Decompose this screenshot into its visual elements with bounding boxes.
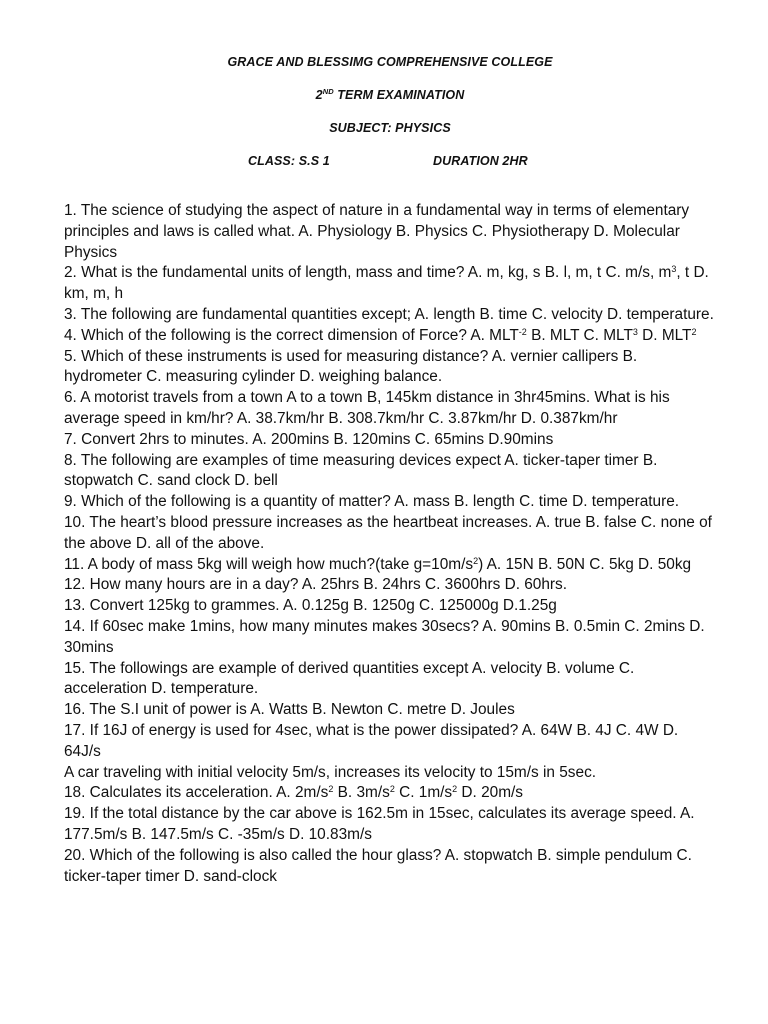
question-text: 18. Calculates its acceleration. A. 2m/s: [64, 784, 329, 802]
question-item: [64, 783, 714, 804]
question-item: [64, 513, 714, 555]
superscript: 2: [452, 784, 458, 795]
superscript: 3: [632, 326, 638, 337]
question-text: 10. The heart’s blood pressure increases as the heartbeat increases. A. true B. false C. none of the above D. all of the above.: [64, 513, 712, 552]
question-text: 9. Which of the following is a quantity of matter? A. mass B. length C. time D. temperature.: [64, 493, 680, 511]
subject-line: SUBJECT: PHYSICS: [329, 121, 451, 135]
question-text: 6. A motorist travels from a town A to a town B, 145km distance in 3hr45mins. What is his average speed in km/hr? A. 38.7km/hr B. 308.7km/hr C. 3.87km/hr D. 0.387km/hr: [64, 389, 670, 427]
exam-title: [6, 88, 768, 102]
superscript: 2: [691, 326, 697, 337]
question-item: [64, 659, 714, 701]
question-item: [64, 555, 714, 576]
question-text: A car traveling with initial velocity 5m/s, increases its velocity to 15m/s in 5sec.: [64, 763, 597, 781]
superscript: 2: [389, 784, 395, 795]
question-text: 4. Which of the following is the correct dimension of Force? A. MLT: [64, 326, 519, 344]
duration-label: DURATION 2HR: [433, 154, 528, 168]
question-item: [64, 492, 714, 513]
question-item: [64, 596, 714, 617]
question-text: B. MLT C. MLT: [526, 326, 633, 344]
question-text: 20. Which of the following is also called the hour glass? A. stopwatch B. simple pendulum C. ticker-taper timer D. sand-clock: [64, 846, 692, 885]
school-name: GRACE AND BLESSIMG COMPREHENSIVE COLLEGE: [227, 55, 553, 69]
class-label: CLASS: S.S 1: [248, 154, 330, 168]
question-item: [64, 617, 714, 659]
question-text: 13. Convert 125kg to grammes. A. 0.125g B. 1250g C. 125000g D.1.25g: [64, 597, 557, 615]
question-text: 7. Convert 2hrs to minutes. A. 200mins B. 120mins C. 65mins D.90mins: [64, 430, 554, 448]
superscript: 2: [328, 784, 334, 795]
superscript: 2: [473, 555, 479, 566]
question-text: 8. The following are examples of time measuring devices expect A. ticker-taper timer B. stopwatch C. sand clock D. bell: [64, 451, 658, 490]
question-item: [64, 763, 714, 784]
question-item: [64, 430, 714, 451]
question-text: 2. What is the fundamental units of length, mass and time? A. m, kg, s B. l, m, t C. m/s, m: [64, 264, 672, 282]
question-text: D. MLT: [637, 326, 692, 344]
question-item: [64, 804, 714, 846]
question-text: 19. If the total distance by the car above is 162.5m in 15sec, calculates its average speed. A. 177.5m/s B. 147.5m/s C. -35m/s D. 10.83m/s: [64, 805, 695, 843]
question-text: ) A. 15N B. 50N C. 5kg D. 50kg: [478, 555, 692, 573]
question-item: [64, 263, 714, 305]
question-text: 3. The following are fundamental quantities except; A. length B. time C. velocity D. temperature.: [64, 305, 714, 323]
question-text: 5. Which of these instruments is used for measuring distance? A. vernier callipers B. hydrometer C. measuring cylinder D. weighing balance.: [64, 347, 638, 386]
question-item: [64, 846, 714, 888]
term-suffix: ND: [322, 87, 334, 96]
question-text: 17. If 16J of energy is used for 4sec, what is the power dissipated? A. 64W B. 4J C. 4W D. 64J/s: [64, 721, 679, 760]
question-text: 12. How many hours are in a day? A. 25hrs B. 24hrs C. 3600hrs D. 60hrs.: [64, 576, 568, 594]
question-text: 11. A body of mass 5kg will weigh how much?(take g=10m/s: [64, 555, 474, 573]
question-item: [64, 451, 714, 493]
term-rest: TERM EXAMINATION: [333, 88, 465, 102]
question-text: 1. The science of studying the aspect of nature in a fundamental way in terms of elementary principles and laws is called what. A. Physiology B. Physics C. Physiotherapy D. Molecular Physics: [64, 202, 690, 261]
question-text: 14. If 60sec make 1mins, how many minutes makes 30secs? A. 90mins B. 0.5min C. 2mins D. 30mins: [64, 617, 705, 656]
question-list: [64, 201, 714, 887]
question-item: [64, 201, 714, 263]
question-item: [64, 721, 714, 763]
question-item: [64, 388, 714, 430]
question-text: B. 3m/s: [333, 784, 390, 802]
question-item: [64, 575, 714, 596]
question-text: D. 20m/s: [457, 784, 523, 802]
question-item: [64, 347, 714, 389]
question-text: C. 1m/s: [394, 784, 453, 802]
question-text: 16. The S.I unit of power is A. Watts B. Newton C. metre D. Joules: [64, 701, 515, 719]
question-text: , t D. km, m, h: [64, 264, 709, 303]
term-number: 2: [315, 88, 323, 102]
superscript: 3: [671, 264, 677, 275]
question-item: [64, 326, 714, 347]
superscript: -2: [518, 326, 527, 337]
question-item: [64, 305, 714, 326]
question-text: 15. The followings are example of derived quantities except A. velocity B. volume C. acceleration D. temperature.: [64, 659, 635, 698]
question-item: [64, 700, 714, 721]
